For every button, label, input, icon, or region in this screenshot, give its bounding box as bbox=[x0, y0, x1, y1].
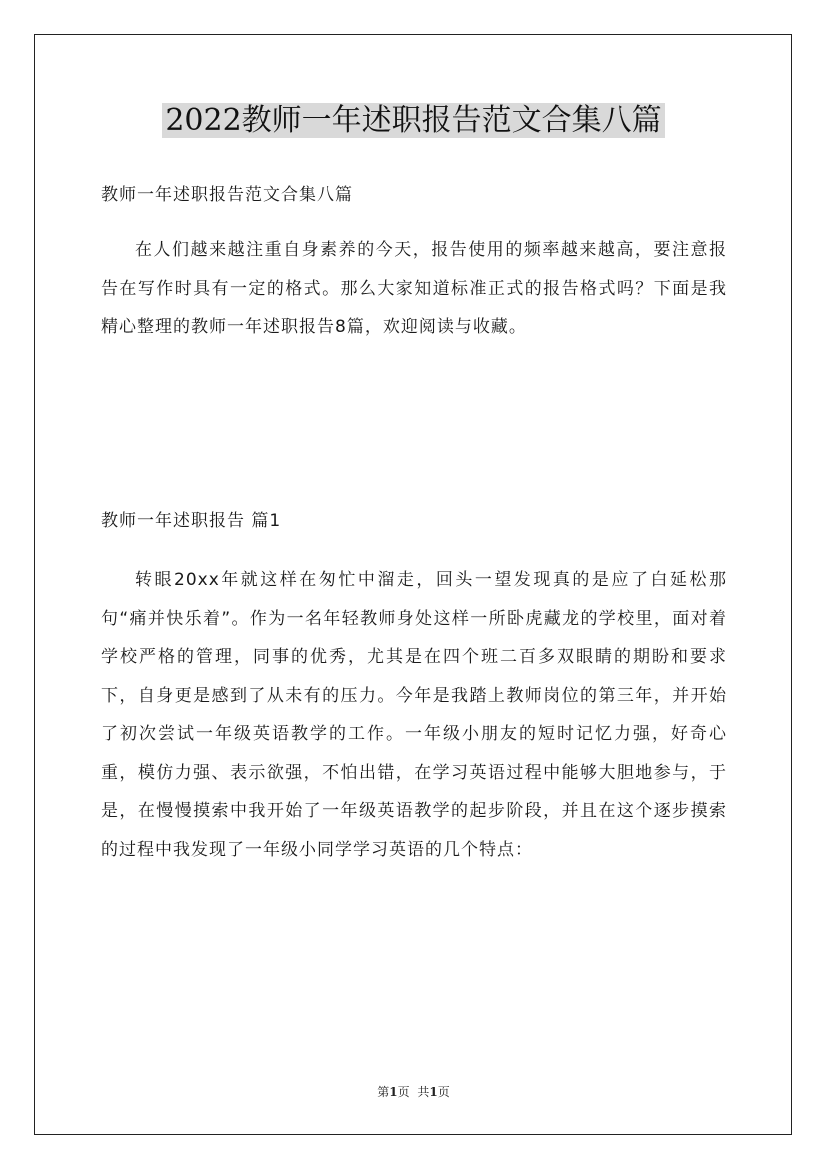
section-body bbox=[101, 561, 727, 869]
page-footer bbox=[0, 1083, 827, 1100]
document-title bbox=[0, 100, 827, 142]
intro-section bbox=[101, 231, 727, 347]
total-pages: 1 bbox=[429, 1085, 438, 1099]
document-subtitle: 教师一年述职报告范文合集八篇 bbox=[101, 185, 353, 205]
document-title-text: 2022教师一年述职报告范文合集八篇 bbox=[162, 103, 664, 138]
total-label-suffix: 页 bbox=[437, 1085, 450, 1099]
intro-paragraph: 在人们越来越注重自身素养的今天，报告使用的频率越来越高，要注意报告在写作时具有一定的格式。那么大家知道标准正式的报告格式吗？下面是我精心整理的教师一年述职报告8篇，欢迎阅读与收藏。 bbox=[101, 240, 727, 337]
total-label-prefix: 共 bbox=[417, 1085, 430, 1099]
page-label-prefix: 第 bbox=[377, 1085, 390, 1099]
page-label-suffix: 页 bbox=[397, 1085, 410, 1099]
section-heading: 教师一年述职报告 篇1 bbox=[101, 511, 282, 531]
page-number: 1 bbox=[389, 1085, 398, 1099]
section-paragraph: 转眼20xx年就这样在匆忙中溜走，回头一望发现真的是应了白延松那句“痛并快乐着”。作为一名年轻教师身处这样一所卧虎藏龙的学校里，面对着学校严格的管理，同事的优秀，尤其是在四个班二百多双眼睛的期盼和要求下，自身更是感到了从未有的压力。今年是我踏上教师岗位的第三年，并开始了初次尝试一年级英语教学的工作。一年级小朋友的短时记忆力强，好奇心重，模仿力强、表示欲强，不怕出错，在学习英语过程中能够大胆地参与，于是，在慢慢摸索中我开始了一年级英语教学的起步阶段，并且在这个逐步摸索的过程中我发现了一年级小同学学习英语的几个特点： bbox=[101, 570, 727, 860]
